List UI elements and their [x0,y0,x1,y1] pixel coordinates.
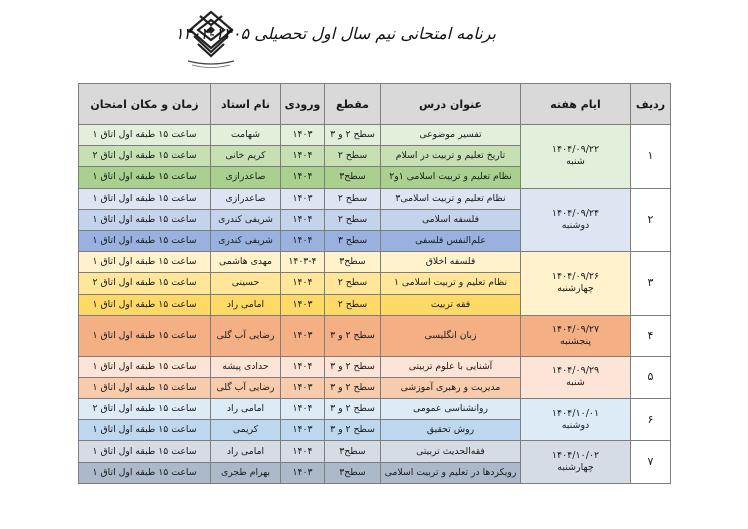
exam-day [521,315,631,356]
table-row [79,356,671,377]
row-number: ۴ [631,315,671,356]
exam-day [521,125,631,189]
course-level: سطح۳ [325,441,381,462]
exam-time-place: ساعت ۱۵ طبقه اول اتاق ۱ [79,441,211,462]
course-title: روانشناسی عمومی [381,399,521,420]
page-header [174,6,500,72]
table-row [79,399,671,420]
course-teacher: بهرام طجری [211,462,281,483]
table-row [79,188,671,209]
course-teacher: شریفی کندری [211,209,281,230]
table-row [79,315,671,356]
table-header-row [79,84,671,125]
course-level: سطح ۳ [325,230,381,251]
header-weekday: ایام هفته [521,84,631,125]
course-level: سطح ۲ [325,273,381,294]
course-teacher: حدادی پیشه [211,356,281,377]
exam-time-place: ساعت ۱۵ طبقه اول اتاق ۲ [79,399,211,420]
exam-time-place: ساعت ۱۵ طبقه اول اتاق ۱ [79,230,211,251]
course-level: سطح ۲ و ۳ [325,377,381,398]
exam-day [521,252,631,316]
row-number: ۱ [631,125,671,189]
course-entry: ۱۴۰۳ [281,294,325,315]
exam-time-place: ساعت ۱۵ طبقه اول اتاق ۱ [79,252,211,273]
course-teacher: امامی راد [211,294,281,315]
exam-date: ۱۴۰۴/۰۹/۲۹ [551,365,600,377]
course-level: سطح ۲ و ۳ [325,315,381,356]
course-teacher: شهامت [211,125,281,146]
course-title: زبان انگلیسی [381,315,521,356]
course-teacher: امامی راد [211,399,281,420]
course-teacher: امامی راد [211,441,281,462]
exam-date: ۱۴۰۴/۰۹/۲۷ [551,323,600,335]
row-number: ۲ [631,188,671,252]
exam-time-place: ساعت ۱۵ طبقه اول اتاق ۱ [79,125,211,146]
exam-time-place: ساعت ۱۵ طبقه اول اتاق ۱ [79,209,211,230]
course-level: سطح ۲ و ۳ [325,125,381,146]
course-title: فلسفه اسلامی [381,209,521,230]
exam-time-place: ساعت ۱۵ طبقه اول اتاق ۲ [79,146,211,167]
course-title: علم‌النفس فلسفی [381,230,521,251]
course-level: سطح۳ [325,462,381,483]
row-number: ۷ [631,441,671,483]
exam-time-place: ساعت ۱۵ طبقه اول اتاق ۱ [79,420,211,441]
course-entry: ۱۴۰۴ [281,356,325,377]
course-level: سطح۳ [325,252,381,273]
header-teacher: نام استاد [211,84,281,125]
exam-time-place: ساعت ۱۵ طبقه اول اتاق ۱ [79,167,211,188]
course-teacher: کریم خانی [211,146,281,167]
course-teacher: رضایی آب گلی [211,315,281,356]
exam-weekday: دوشنبه [561,419,590,431]
exam-weekday: شنبه [566,377,585,389]
exam-day [521,441,631,483]
course-teacher: حسینی [211,273,281,294]
course-entry: ۱۴۰۳-۴ [281,252,325,273]
course-title: آشنایی با علوم تربیتی [381,356,521,377]
exam-day [521,399,631,441]
course-entry: ۱۴۰۳ [281,420,325,441]
course-entry: ۱۴۰۴ [281,273,325,294]
course-entry: ۱۴۰۴ [281,230,325,251]
page-title: برنامه امتحانی نیم سال اول تحصیلی ۱۴۰۵-۱۴۰۴ [174,24,496,43]
exam-time-place: ساعت ۱۵ طبقه اول اتاق ۱ [79,356,211,377]
header-time-place: زمان و مکان امتحان [79,84,211,125]
exam-day [521,188,631,252]
course-level: سطح ۲ [325,146,381,167]
course-entry: ۱۴۰۴ [281,146,325,167]
row-number: ۵ [631,356,671,398]
exam-date: ۱۴۰۴/۱۰/۰۱ [551,407,600,419]
exam-weekday: پنجشنبه [560,335,591,347]
course-level: سطح ۲ و ۳ [325,420,381,441]
exam-weekday: چهارشنبه [557,462,594,474]
course-title: فقه‌الحدیث تربیتی [381,441,521,462]
course-entry: ۱۴۰۳ [281,462,325,483]
course-title: فلسفه اخلاق [381,252,521,273]
course-teacher: رضایی آب گلی [211,377,281,398]
exam-weekday: دوشنبه [561,219,590,231]
course-entry: ۱۴۰۴ [281,399,325,420]
exam-time-place: ساعت ۱۵ طبقه اول اتاق ۱ [79,462,211,483]
exam-day [521,356,631,398]
course-title: رویکردها در تعلیم و تربیت اسلامی [381,462,521,483]
course-level: سطح۳ [325,167,381,188]
row-number: ۶ [631,399,671,441]
header-entry: ورودی [281,84,325,125]
course-level: سطح ۲ و ۳ [325,399,381,420]
course-teacher: شریفی کندری [211,230,281,251]
course-entry: ۱۴۰۳ [281,188,325,209]
exam-date: ۱۴۰۴/۰۹/۲۴ [551,207,600,219]
exam-time-place: ساعت ۱۵ طبقه اول اتاق ۱ [79,377,211,398]
course-title: تاریخ تعلیم و تربیت در اسلام [381,146,521,167]
course-entry: ۱۴۰۳ [281,377,325,398]
course-title: فقه تربیت [381,294,521,315]
table-row [79,441,671,462]
course-level: سطح ۲ [325,209,381,230]
header-level: مقطع [325,84,381,125]
course-teacher: صاعدرازی [211,167,281,188]
course-entry: ۱۴۰۴ [281,167,325,188]
course-title: مدیریت و رهبری آموزشی [381,377,521,398]
course-entry: ۱۴۰۳ [281,315,325,356]
course-level: سطح ۲ و ۳ [325,356,381,377]
course-title: نظام تعلیم و تربیت اسلامی ۱و۲ [381,167,521,188]
course-entry: ۱۴۰۴ [281,209,325,230]
exam-schedule-table [78,83,671,484]
header-radif: ردیف [631,84,671,125]
course-level: سطح ۲ [325,294,381,315]
exam-time-place: ساعت ۱۵ طبقه اول اتاق ۱ [79,188,211,209]
course-title: نظام تعلیم و تربیت اسلامی۳ [381,188,521,209]
course-level: سطح ۲ [325,188,381,209]
row-number: ۳ [631,252,671,316]
exam-time-place: ساعت ۱۵ طبقه اول اتاق ۱ [79,315,211,356]
exam-time-place: ساعت ۱۵ طبقه اول اتاق ۱ [79,294,211,315]
header-course: عنوان درس [381,84,521,125]
table-row [79,125,671,146]
course-teacher: کریمی [211,420,281,441]
course-title: نظام تعلیم و تربیت اسلامی ۱ [381,273,521,294]
exam-date: ۱۴۰۴/۱۰/۰۲ [551,450,600,462]
exam-weekday: چهارشنبه [557,283,594,295]
course-entry: ۱۴۰۴ [281,441,325,462]
table-row [79,252,671,273]
course-title: روش تحقیق [381,420,521,441]
exam-time-place: ساعت ۱۵ طبقه اول اتاق ۲ [79,273,211,294]
course-teacher: صاعدرازی [211,188,281,209]
course-entry: ۱۴۰۳ [281,125,325,146]
course-title: تفسیر موضوعی [381,125,521,146]
exam-date: ۱۴۰۴/۰۹/۲۲ [551,144,600,156]
course-teacher: مهدی هاشمی [211,252,281,273]
exam-weekday: شنبه [566,156,585,168]
exam-date: ۱۴۰۴/۰۹/۲۶ [551,271,600,283]
